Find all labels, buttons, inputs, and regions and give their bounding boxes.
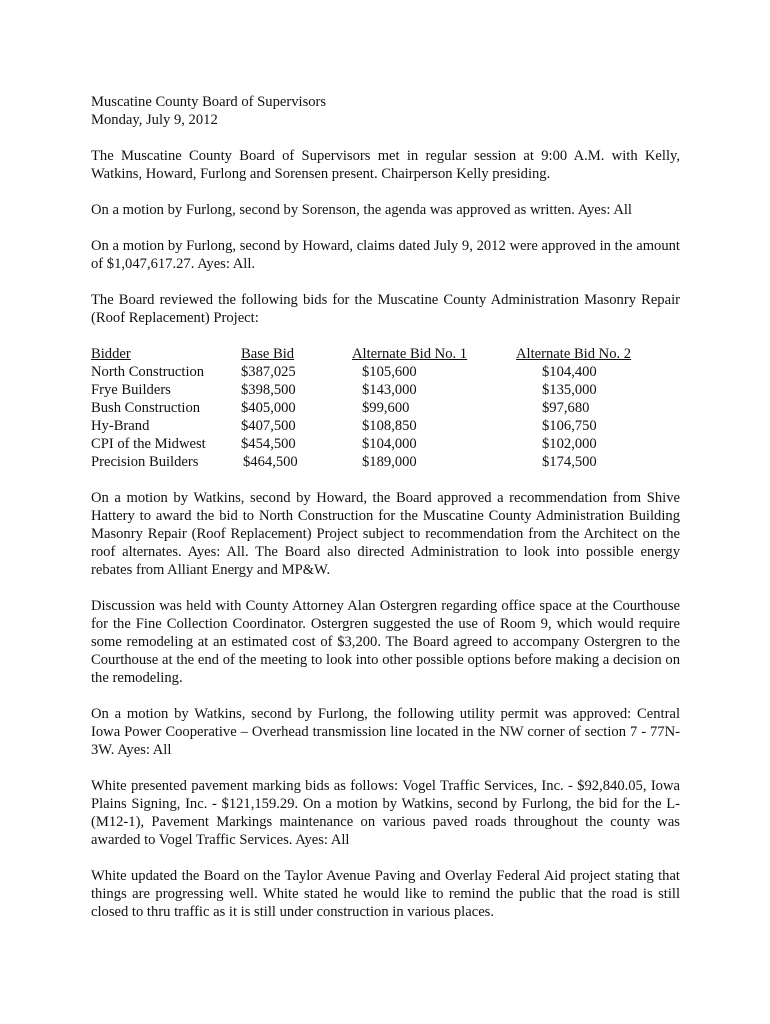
alt-bid-2-cell: $174,500 [542,454,597,470]
paragraph-bids-intro: The Board reviewed the following bids for the Muscatine County Administration Masonry Repair (Roof Replacement) Project: [91,292,680,326]
alt-bid-1-cell: $105,600 [362,364,417,380]
bidder-cell: Hy-Brand [91,418,150,434]
paragraph-agenda: On a motion by Furlong, second by Sorenson, the agenda was approved as written. Ayes: All [91,202,632,218]
base-bid-cell: $454,500 [241,436,296,452]
base-bid-header: Base Bid [241,346,295,362]
bidder-cell: Precision Builders [91,454,199,470]
base-bid-cell: $398,500 [241,382,296,398]
bidder-cell: CPI of the Midwest [91,436,206,452]
alt-bid-1-cell: $143,000 [362,382,417,398]
alt-bid-1-cell: $108,850 [362,418,417,434]
alt-bid-2-cell: $102,000 [542,436,597,452]
base-bid-cell: $387,025 [241,364,296,380]
table-row [91,399,680,417]
table-row [91,381,680,399]
paragraph-claims: On a motion by Furlong, second by Howard, claims dated July 9, 2012 were approved in the amount of $1,047,617.27. Ayes: All. [91,238,680,272]
alt-bid-2-cell: $135,000 [542,382,597,398]
paragraph-session: The Muscatine County Board of Supervisors met in regular session at 9:00 A.M. with Kelly, Watkins, Howard, Furlong and Sorensen present. Chairperson Kelly presiding. [91,148,680,182]
table-row [91,435,680,453]
paragraph-award: On a motion by Watkins, second by Howard, the Board approved a recommendation from Shive Hattery to award the bid to North Construction for the Muscatine County Administration Building Masonry Repair (Roof Replacement) Project subject to recommendation from the Architect on the roof alternates. Ayes: All. The Board also directed Administration to look into possible energy rebates from Alliant Energy and MP&W. [91,490,680,578]
paragraph-office-space: Discussion was held with County Attorney Alan Ostergren regarding office space at the Courthouse for the Fine Collection Coordinator. Ostergren suggested the use of Room 9, which would require some remodeling at an estimated cost of $3,200. The Board agreed to accompany Ostergren to the Courthouse at the end of the meeting to look into other possible options before making a decision on the remodeling. [91,598,680,686]
paragraph-pavement-bids: White presented pavement marking bids as follows: Vogel Traffic Services, Inc. - $92,840.05, Iowa Plains Signing, Inc. - $121,159.29. On a motion by Watkins, second by Furlong, the bid for the L-(M12-1), Pavement Markings maintenance on various paved roads throughout the county was awarded to Vogel Traffic Services. Ayes: All [91,778,680,848]
alt-bid-2-cell: $97,680 [542,400,590,416]
base-bid-cell: $407,500 [241,418,296,434]
alt-bid-2-header: Alternate Bid No. 2 [516,346,632,362]
alt-bid-1-cell: $189,000 [362,454,417,470]
document-header [91,93,680,129]
alt-bid-2-cell: $104,400 [542,364,597,380]
org-name: Muscatine County Board of Supervisors [91,94,327,110]
table-row [91,363,680,381]
bidder-cell: North Construction [91,364,205,380]
alt-bid-2-cell: $106,750 [542,418,597,434]
table-row [91,453,680,471]
alt-bid-1-header: Alternate Bid No. 1 [352,346,468,362]
bids-table [91,345,680,471]
meeting-date: Monday, July 9, 2012 [91,112,218,128]
base-bid-cell: $405,000 [241,400,296,416]
bids-header-row [91,345,680,363]
paragraph-utility-permit: On a motion by Watkins, second by Furlong, the following utility permit was approved: Central Iowa Power Cooperative – Overhead transmission line located in the NW corner of section 7 - 77N-3W. Ayes: All [91,706,680,758]
bidder-header: Bidder [91,346,131,362]
alt-bid-1-cell: $99,600 [362,400,410,416]
alt-bid-1-cell: $104,000 [362,436,417,452]
bidder-cell: Bush Construction [91,400,201,416]
base-bid-cell: $464,500 [243,454,298,470]
bidder-cell: Frye Builders [91,382,171,398]
document-page [91,93,680,939]
paragraph-taylor-avenue: White updated the Board on the Taylor Avenue Paving and Overlay Federal Aid project stating that things are progressing well. White stated he would like to remind the public that the road is still closed to thru traffic as it is still under construction in various places. [91,868,680,920]
table-row [91,417,680,435]
